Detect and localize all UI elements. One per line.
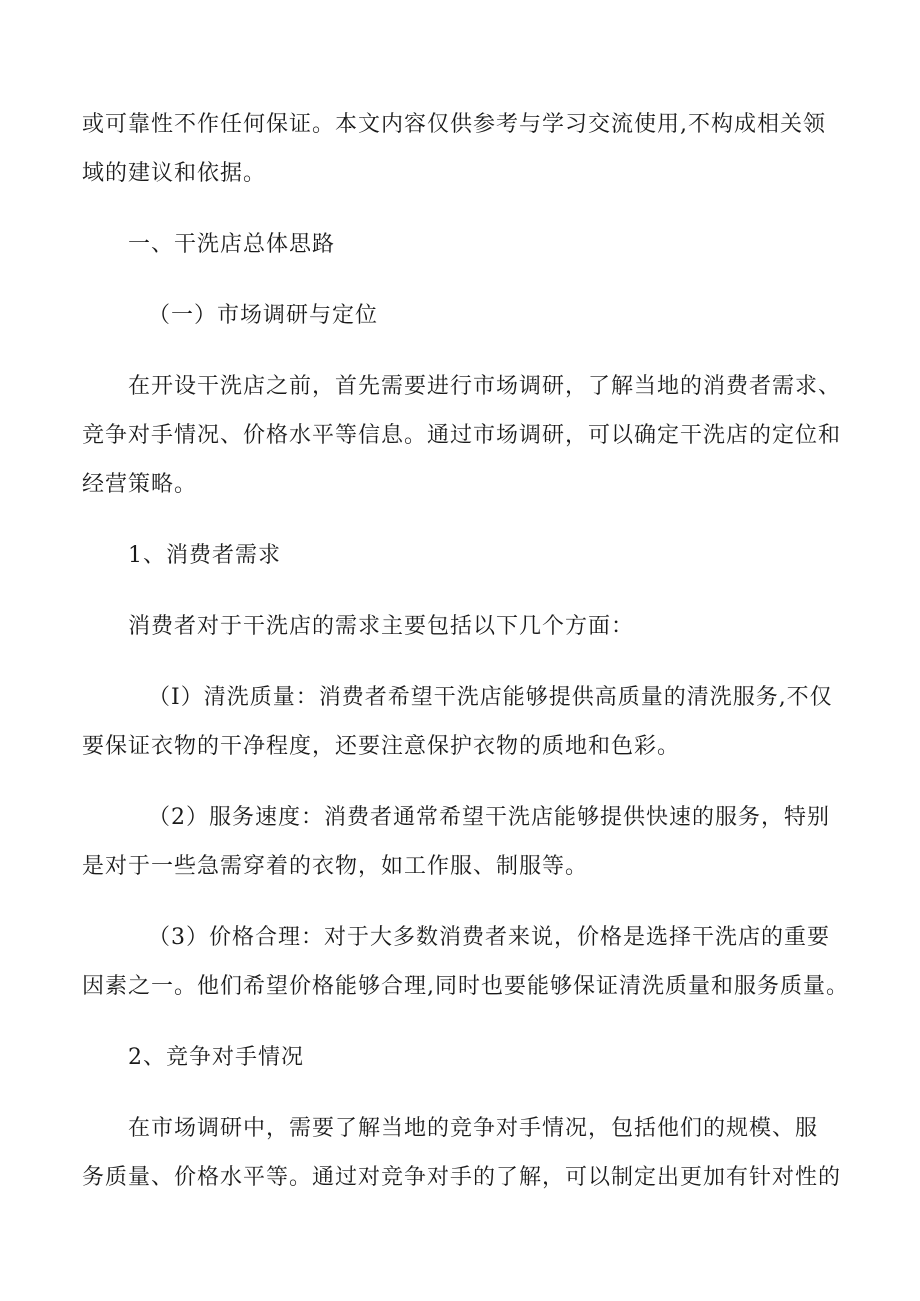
text-line: 1、消费者需求: [128, 543, 281, 568]
heading-consumer-demand: [82, 531, 842, 580]
text-line: 或可靠性不作任何保证。本文内容仅供参考与学习交流使用,不构成相关领: [82, 112, 826, 137]
text-line: 一、干洗店总体思路: [128, 232, 336, 257]
text-line: 要保证衣物的干净程度，还要注意保护衣物的质地和色彩。: [82, 734, 681, 759]
text-line: （一）市场调研与定位: [148, 303, 379, 328]
list-item-service-speed: [82, 793, 842, 891]
paragraph-competitors: [82, 1104, 842, 1202]
text-line: 是对于一些急需穿着的衣物，如工作服、制服等。: [82, 854, 589, 879]
text-line: 因素之一。他们希望价格能够合理,同时也要能够保证清洗质量和服务质量。: [82, 974, 849, 999]
list-item-reasonable-price: [82, 913, 849, 1011]
paragraph-disclaimer: [82, 100, 842, 198]
text-line: 经营策略。: [82, 472, 198, 497]
paragraph-market-research: [82, 362, 842, 509]
text-line: （2）服务速度：消费者通常希望干洗店能够提供快速的服务，特别: [148, 805, 830, 830]
text-line: 在开设干洗店之前，首先需要进行市场调研，了解当地的消费者需求、: [128, 374, 842, 399]
text-line: 竞争对手情况、价格水平等信息。通过市场调研，可以确定干洗店的定位和: [82, 423, 842, 448]
subheading-market-research: [82, 291, 842, 340]
list-item-cleaning-quality: [82, 673, 842, 771]
text-line: 务质量、价格水平等。通过对竞争对手的了解，可以制定出更加有针对性的: [82, 1165, 842, 1190]
heading-overall-approach: [82, 220, 842, 269]
heading-competitors: [82, 1033, 842, 1082]
text-line: （I）清洗质量：消费者希望干洗店能够提供高质量的清洗服务,不仅: [148, 685, 833, 710]
text-line: 消费者对于干洗店的需求主要包括以下几个方面：: [128, 614, 635, 639]
text-line: 域的建议和依据。: [82, 161, 267, 186]
text-line: （3）价格合理：对于大多数消费者来说，价格是选择干洗店的重要: [148, 925, 830, 950]
text-line: 2、竞争对手情况: [128, 1045, 304, 1070]
paragraph-consumer-demand-intro: [82, 602, 842, 651]
document-page: [82, 100, 849, 1224]
text-line: 在市场调研中，需要了解当地的竞争对手情况，包括他们的规模、服: [128, 1116, 819, 1141]
